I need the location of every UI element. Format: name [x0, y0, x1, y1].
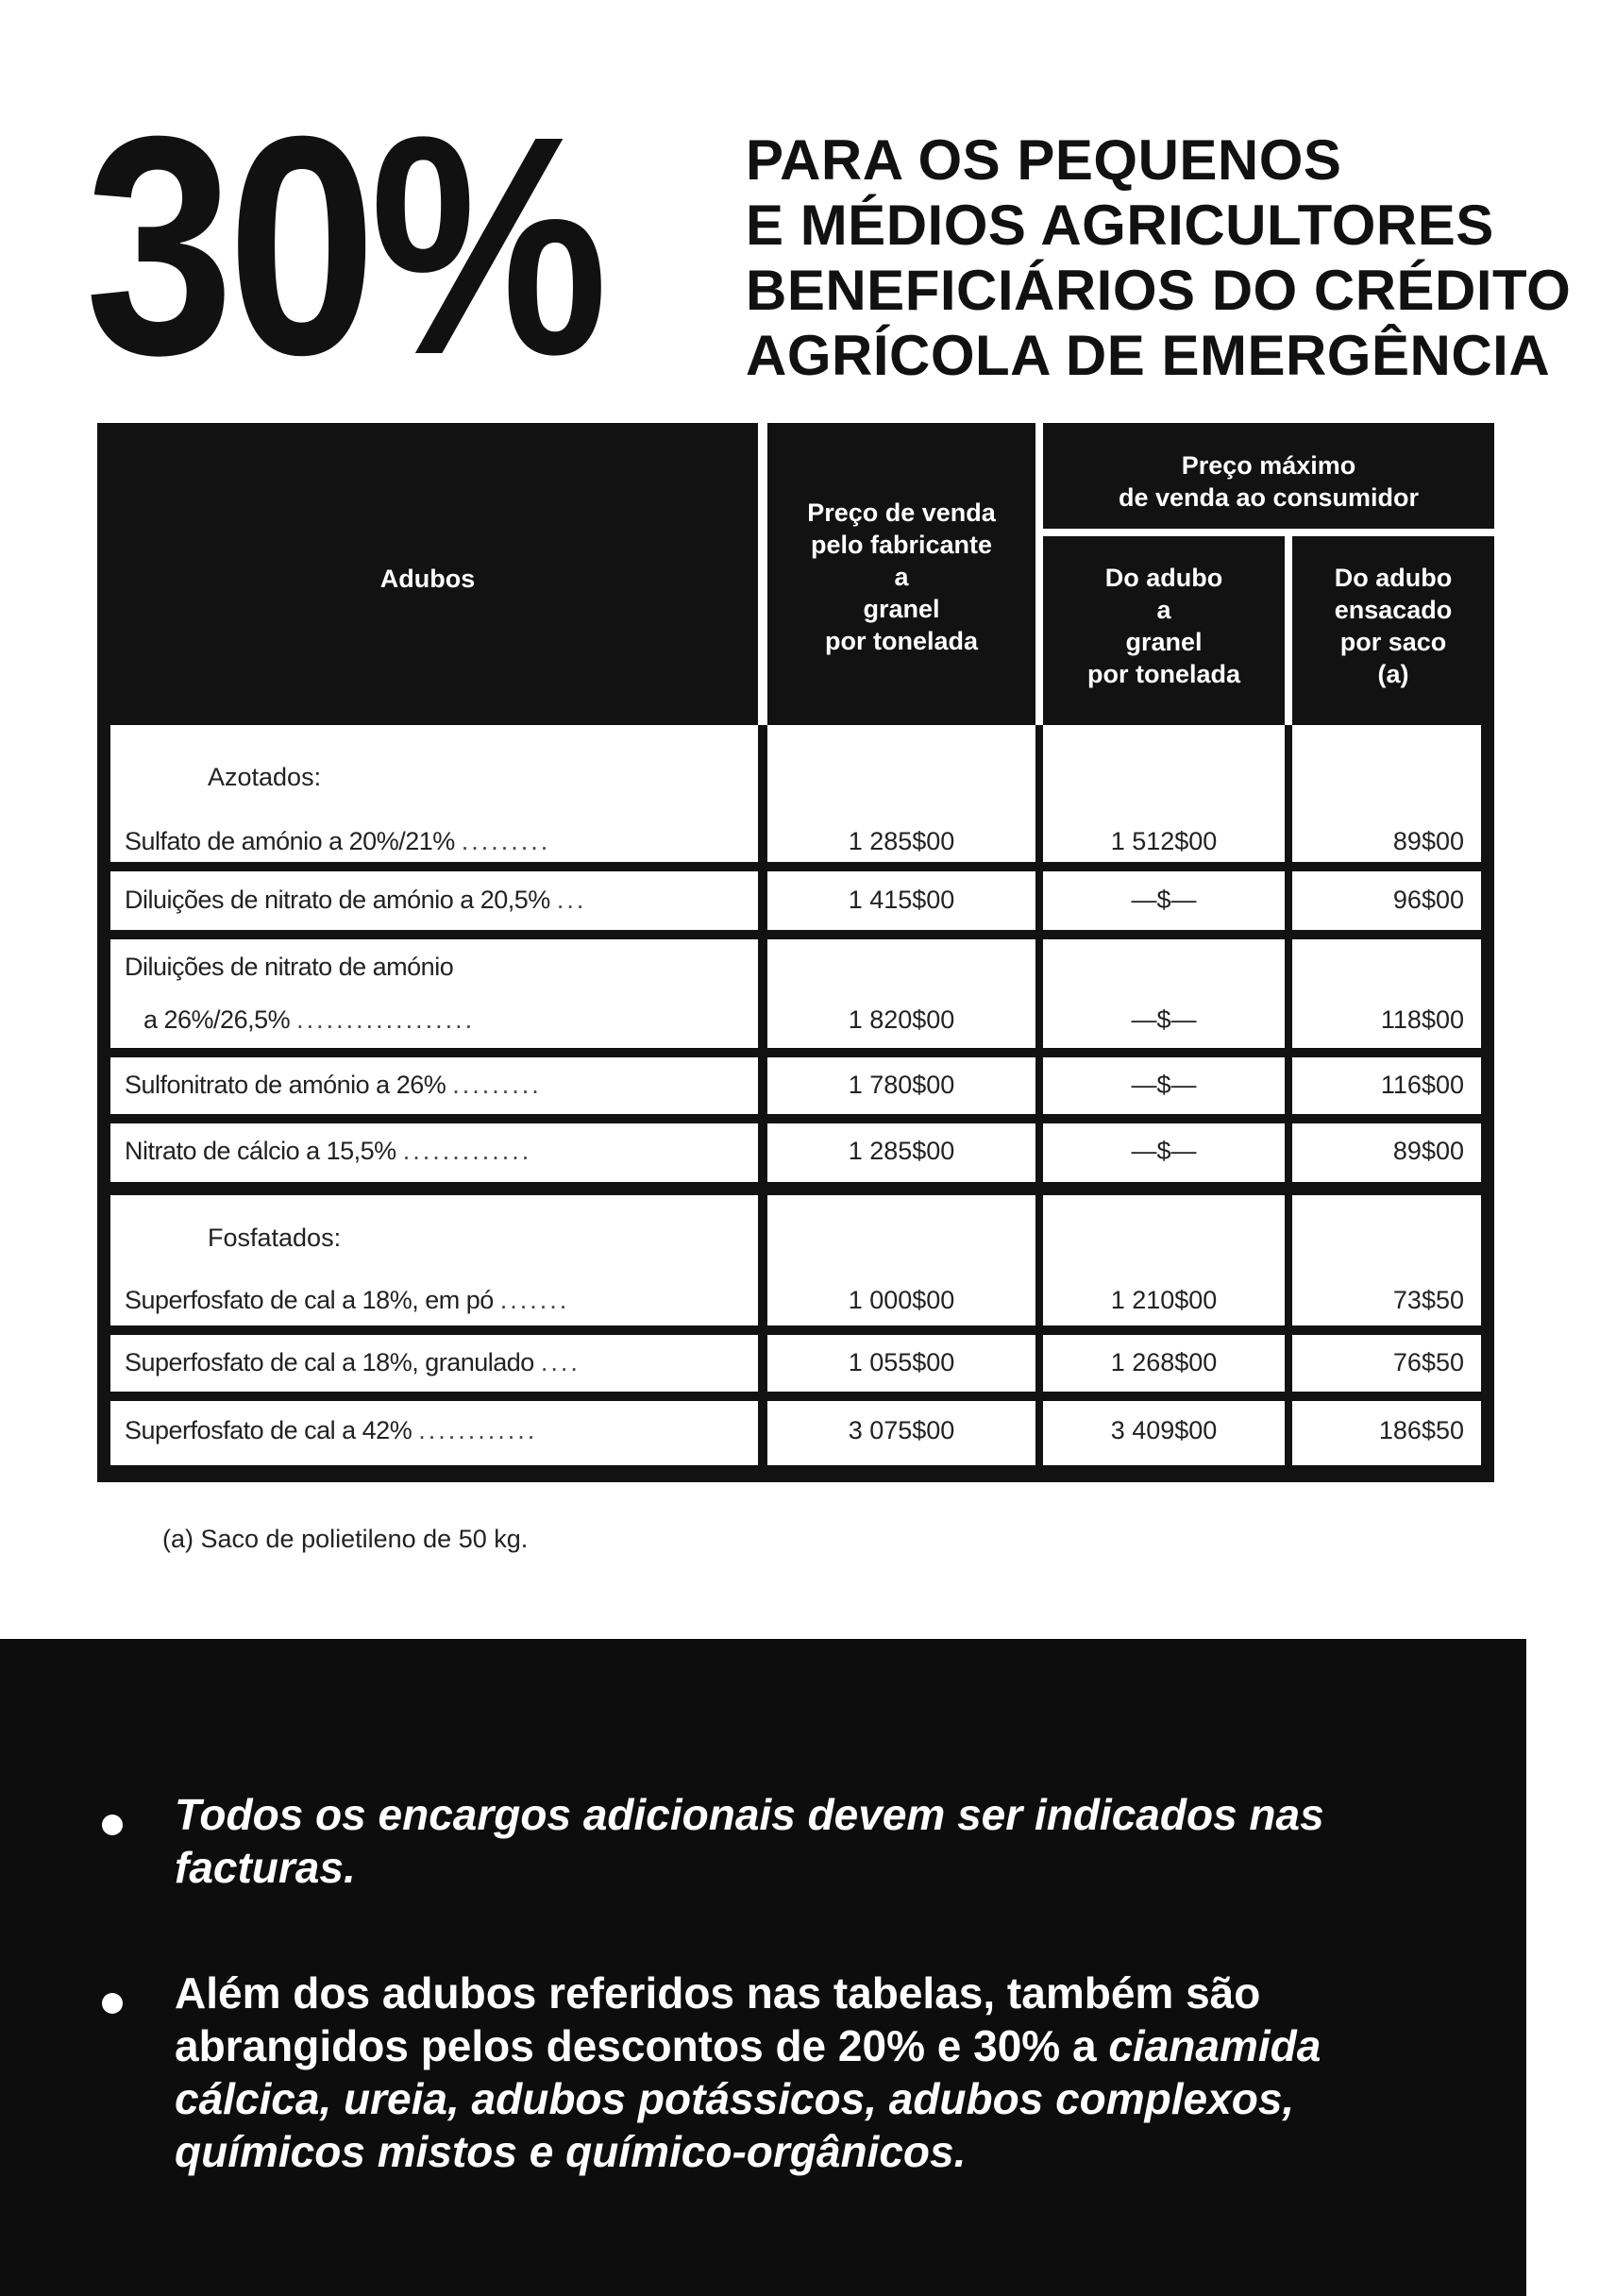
header-vertical-divider — [1035, 423, 1043, 725]
leader-dots: .................. — [296, 1005, 476, 1034]
row-label — [125, 1071, 750, 1100]
row-superfosfato-granulado-label — [110, 1335, 758, 1392]
header-line: ensacado — [1334, 596, 1453, 624]
price-granel: 1 512$00 — [1110, 827, 1218, 855]
header-line: granel — [863, 595, 940, 623]
price-ensacado: 76$50 — [1392, 1348, 1464, 1376]
header-line: a — [894, 563, 909, 591]
row-nitrato-calcio-label — [110, 1123, 758, 1182]
row-diluicoes-205-label — [110, 871, 758, 930]
row-label-text: Superfosfato de cal a 18%, granulado — [125, 1348, 534, 1376]
row-diluicoes-26-fabricante — [767, 939, 1035, 1048]
row-label — [125, 827, 750, 856]
row-superfosfato-42-granel — [1043, 1401, 1285, 1465]
price-fabricante: 1 055$00 — [848, 1348, 955, 1376]
header-line: por saco — [1339, 628, 1447, 656]
price-fabricante: 1 000$00 — [848, 1286, 955, 1314]
note-text: Além dos adubos referidos nas tabelas, também são abrangidos pelos descontos de 20% e 30% a — [175, 1968, 1261, 2070]
row-label — [125, 1416, 750, 1445]
header-line: Do adubo — [1104, 564, 1223, 592]
price-ensacado: 89$00 — [1392, 1137, 1464, 1165]
price-ensacado: 73$50 — [1392, 1286, 1464, 1314]
row-superfosfato-po-ensacado — [1292, 1195, 1481, 1325]
row-sulfonitrato-fabricante — [767, 1057, 1035, 1114]
price-ensacado: 96$00 — [1392, 886, 1464, 914]
price-table — [97, 423, 1494, 1482]
price-granel: —$— — [1131, 1005, 1197, 1034]
row-diluicoes-205-granel — [1043, 871, 1285, 930]
price-fabricante: 1 285$00 — [848, 1137, 955, 1165]
header-line: (a) — [1377, 660, 1409, 688]
headline-line: BENEFICIÁRIOS DO CRÉDITO — [746, 259, 1572, 322]
row-label — [125, 1137, 750, 1166]
header-granel — [1043, 562, 1285, 690]
leader-dots: ............. — [402, 1137, 532, 1165]
bullet-icon — [102, 1993, 123, 2014]
row-superfosfato-granulado-ensacado — [1292, 1335, 1481, 1392]
header-vertical-divider — [1285, 536, 1292, 725]
note-text-italic: cianamida cálcica, ureia, adubos potássicos, adubos complexos, químicos mistos e químico-orgânicos. — [175, 2021, 1321, 2176]
leader-dots: ......... — [461, 827, 551, 855]
price-granel: 1 268$00 — [1110, 1348, 1218, 1376]
price-fabricante: 1 780$00 — [848, 1071, 955, 1099]
note-text: Todos os encargos adicionais devem ser indicados nas facturas. — [175, 1790, 1324, 1892]
row-sulfonitrato-granel — [1043, 1057, 1285, 1114]
percent-heading: 30% — [85, 71, 602, 419]
header-line: Do adubo — [1334, 564, 1453, 592]
leader-dots: ......... — [452, 1071, 542, 1099]
price-granel: 3 409$00 — [1110, 1416, 1218, 1444]
price-ensacado: 89$00 — [1392, 827, 1464, 855]
price-granel: —$— — [1131, 1071, 1197, 1099]
leader-dots: ... — [556, 886, 587, 914]
price-granel: —$— — [1131, 1137, 1197, 1165]
row-label-text: Sulfato de amónio a 20%/21% — [125, 827, 455, 855]
headline-line: PARA OS PEQUENOS — [746, 128, 1342, 192]
row-label-text: Sulfonitrato de amónio a 26% — [125, 1071, 446, 1099]
row-label — [143, 1005, 750, 1035]
row-nitrato-calcio-ensacado — [1292, 1123, 1481, 1182]
row-superfosfato-po-granel — [1043, 1195, 1285, 1325]
row-diluicoes-26-granel — [1043, 939, 1285, 1048]
row-diluicoes-26-ensacado — [1292, 939, 1481, 1048]
row-label-text: Nitrato de cálcio a 15,5% — [125, 1137, 396, 1165]
leader-dots: .... — [540, 1348, 581, 1376]
row-superfosfato-granulado-granel — [1043, 1335, 1285, 1392]
headline — [746, 127, 1571, 388]
header-line: Preço de venda — [807, 498, 996, 527]
row-label-text: Superfosfato de cal a 42% — [125, 1416, 412, 1444]
price-ensacado: 116$00 — [1380, 1071, 1464, 1099]
row-superfosfato-granulado-fabricante — [767, 1335, 1035, 1392]
header-line: pelo fabricante — [810, 531, 993, 559]
section-azotados: Azotados: — [208, 763, 322, 791]
row-superfosfato-42-label — [110, 1401, 758, 1465]
row-label-text: Diluições de nitrato de amónio — [125, 953, 454, 981]
price-fabricante: 1 415$00 — [848, 886, 955, 914]
header-line: de venda ao consumidor — [1118, 483, 1420, 512]
notes-panel — [0, 1639, 1526, 2296]
header-divider — [1043, 529, 1494, 536]
row-sulfonitrato-label — [110, 1057, 758, 1114]
header-ensacado — [1292, 562, 1494, 690]
row-sulfato-label — [110, 725, 758, 862]
row-label — [125, 886, 750, 915]
price-fabricante: 1 285$00 — [848, 827, 955, 855]
price-ensacado: 186$50 — [1378, 1416, 1464, 1444]
row-sulfato-ensacado — [1292, 725, 1481, 862]
header-line: a — [1156, 596, 1171, 624]
row-diluicoes-205-fabricante — [767, 871, 1035, 930]
row-sulfato-granel — [1043, 725, 1285, 862]
bullet-icon — [102, 1815, 123, 1835]
leader-dots: ............ — [418, 1416, 538, 1444]
row-superfosfato-po-label — [110, 1195, 758, 1325]
price-fabricante: 3 075$00 — [848, 1416, 955, 1444]
row-label-text: Superfosfato de cal a 18%, em pó — [125, 1286, 494, 1314]
headline-line: AGRÍCOLA DE EMERGÊNCIA — [746, 324, 1551, 387]
section-fosfatados: Fosfatados: — [208, 1224, 342, 1252]
note-abrangidos — [175, 1967, 1430, 2178]
header-fabricante — [767, 497, 1035, 657]
footnote: (a) Saco de polietileno de 50 kg. — [162, 1525, 529, 1553]
row-label — [125, 1286, 750, 1315]
price-ensacado: 118$00 — [1380, 1005, 1464, 1034]
header-line: por tonelada — [824, 627, 978, 655]
header-vertical-divider — [758, 423, 767, 725]
row-superfosfato-42-ensacado — [1292, 1401, 1481, 1465]
row-superfosfato-po-fabricante — [767, 1195, 1035, 1325]
row-label-text: a 26%/26,5% — [143, 1005, 291, 1034]
row-label — [125, 1348, 750, 1377]
row-diluicoes-205-ensacado — [1292, 871, 1481, 930]
row-diluicoes-26-label — [110, 939, 758, 1048]
header-preco-maximo — [1043, 449, 1494, 514]
row-nitrato-calcio-fabricante — [767, 1123, 1035, 1182]
note-encargos — [175, 1788, 1430, 1894]
header-line: por tonelada — [1086, 660, 1240, 688]
header-adubos: Adubos — [379, 565, 476, 593]
row-nitrato-calcio-granel — [1043, 1123, 1285, 1182]
row-label-text: Diluições de nitrato de amónio a 20,5% — [125, 886, 550, 914]
price-granel: 1 210$00 — [1110, 1286, 1218, 1314]
price-fabricante: 1 820$00 — [848, 1005, 955, 1034]
leader-dots: ....... — [499, 1286, 570, 1314]
header-line: Preço máximo — [1181, 451, 1356, 480]
row-sulfato-fabricante — [767, 725, 1035, 862]
header-line: granel — [1125, 628, 1203, 656]
price-granel: —$— — [1131, 886, 1197, 914]
row-sulfonitrato-ensacado — [1292, 1057, 1481, 1114]
headline-line: E MÉDIOS AGRICULTORES — [746, 194, 1494, 257]
header — [0, 0, 1616, 419]
row-superfosfato-42-fabricante — [767, 1401, 1035, 1465]
